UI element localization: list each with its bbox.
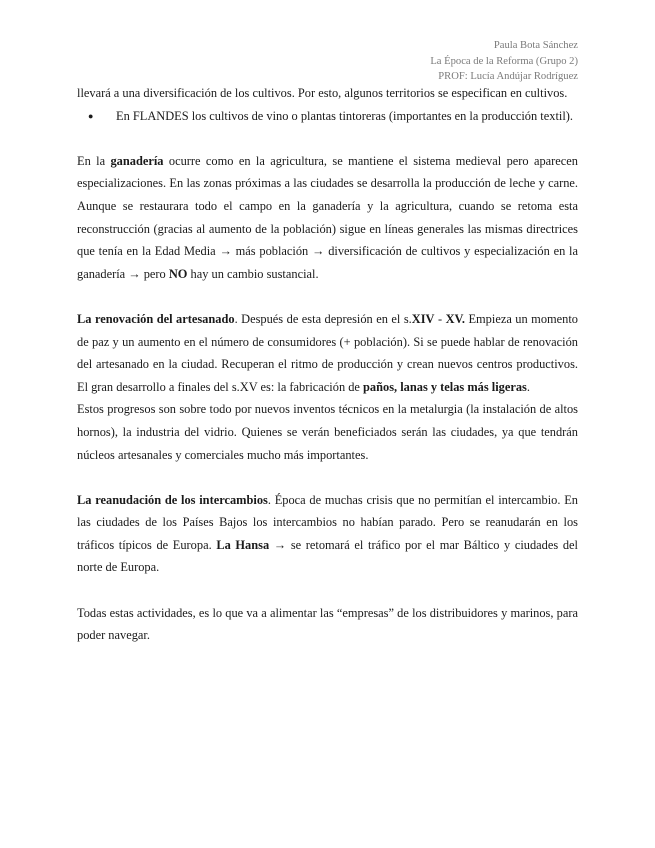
paragraph-actividades: Todas estas actividades, es lo que va a alimentar las “empresas” de los distribuidores y marinos, para poder navegar. (77, 605, 578, 643)
bullet-icon: ● (88, 110, 94, 121)
list-item-flandes (77, 105, 578, 128)
paragraph-ganaderia: En la ganadería ocurre como en la agricultura, se mantiene el sistema medieval pero aparecen especializaciones. En las zonas próximas a las ciudades se desarrolla la producción de leche y carne. Aunque se restaurara todo el campo en la ganadería y la agricultura, cuando se retoma esta reconstrucción (gracias al aumento de la población) sigue en líneas generales las mismas directrices que tenía en la Edad Media → más población → diversificación de cultivos y especialización en la ganadería → pero NO hay un cambio sustancial. (77, 153, 578, 281)
section-heading-intercambios: La reanudación de los intercambios (77, 492, 268, 507)
paragraph-artesanado: La renovación del artesanado. Después de esta depresión en el s.XIV - XV. Empieza un momento de paz y un aumento en el número de consumidores (+ población). Si se puede hablar de renovación del artesanado en la ciudad. Recuperan el ritmo de producción y crean nuevos centros productivos. El gran desarrollo a finales del s.XV es: la fabricación de paños, lanas y telas más ligeras. (77, 311, 578, 394)
list-item-text: En FLANDES los cultivos de vino o plantas tintoreras (importantes en la producción textil). (116, 108, 573, 123)
keyword-no: NO (168, 266, 188, 281)
paragraph-intercambios: La reanudación de los intercambios. Época de muchas crisis que no permitían el intercambio. En las ciudades de los Países Bajos los intercambios no habían parado. Pero se reanudarán en los tráficos típicos de Europa. La Hansa → se retomará el tráfico por el mar Báltico y ciudades del norte de Europa. (77, 492, 578, 575)
professor-name: PROF: Lucía Andújar Rodríguez (438, 71, 578, 82)
keyword-panos: paños, lanas y telas más ligeras (363, 379, 527, 394)
document-body (77, 82, 578, 647)
paragraph-progresos: Estos progresos son sobre todo por nuevos inventos técnicos en la metalurgia (la instalación de altos hornos), la industria del vidrio. Quienes se verán beneficiados serán las ciudades, ya que tendrán núcleos artesanales y comerciales mucho más importantes. (77, 402, 578, 462)
keyword-xiv: XIV (411, 311, 435, 326)
course-name: La Época de la Reforma (Grupo 2) (430, 55, 578, 67)
keyword-ganaderia: ganadería (110, 153, 164, 168)
paragraph-cultivos: llevará a una diversificación de los cultivos. Por esto, algunos territorios se especifican en cultivos. (77, 86, 568, 100)
section-heading-artesanado: La renovación del artesanado (77, 311, 235, 326)
bullet-list (77, 105, 578, 128)
author-name: Paula Bota Sánchez (493, 40, 578, 51)
keyword-xv: XV. (445, 311, 465, 326)
keyword-hansa: La Hansa (216, 537, 270, 552)
page-header (430, 38, 578, 85)
